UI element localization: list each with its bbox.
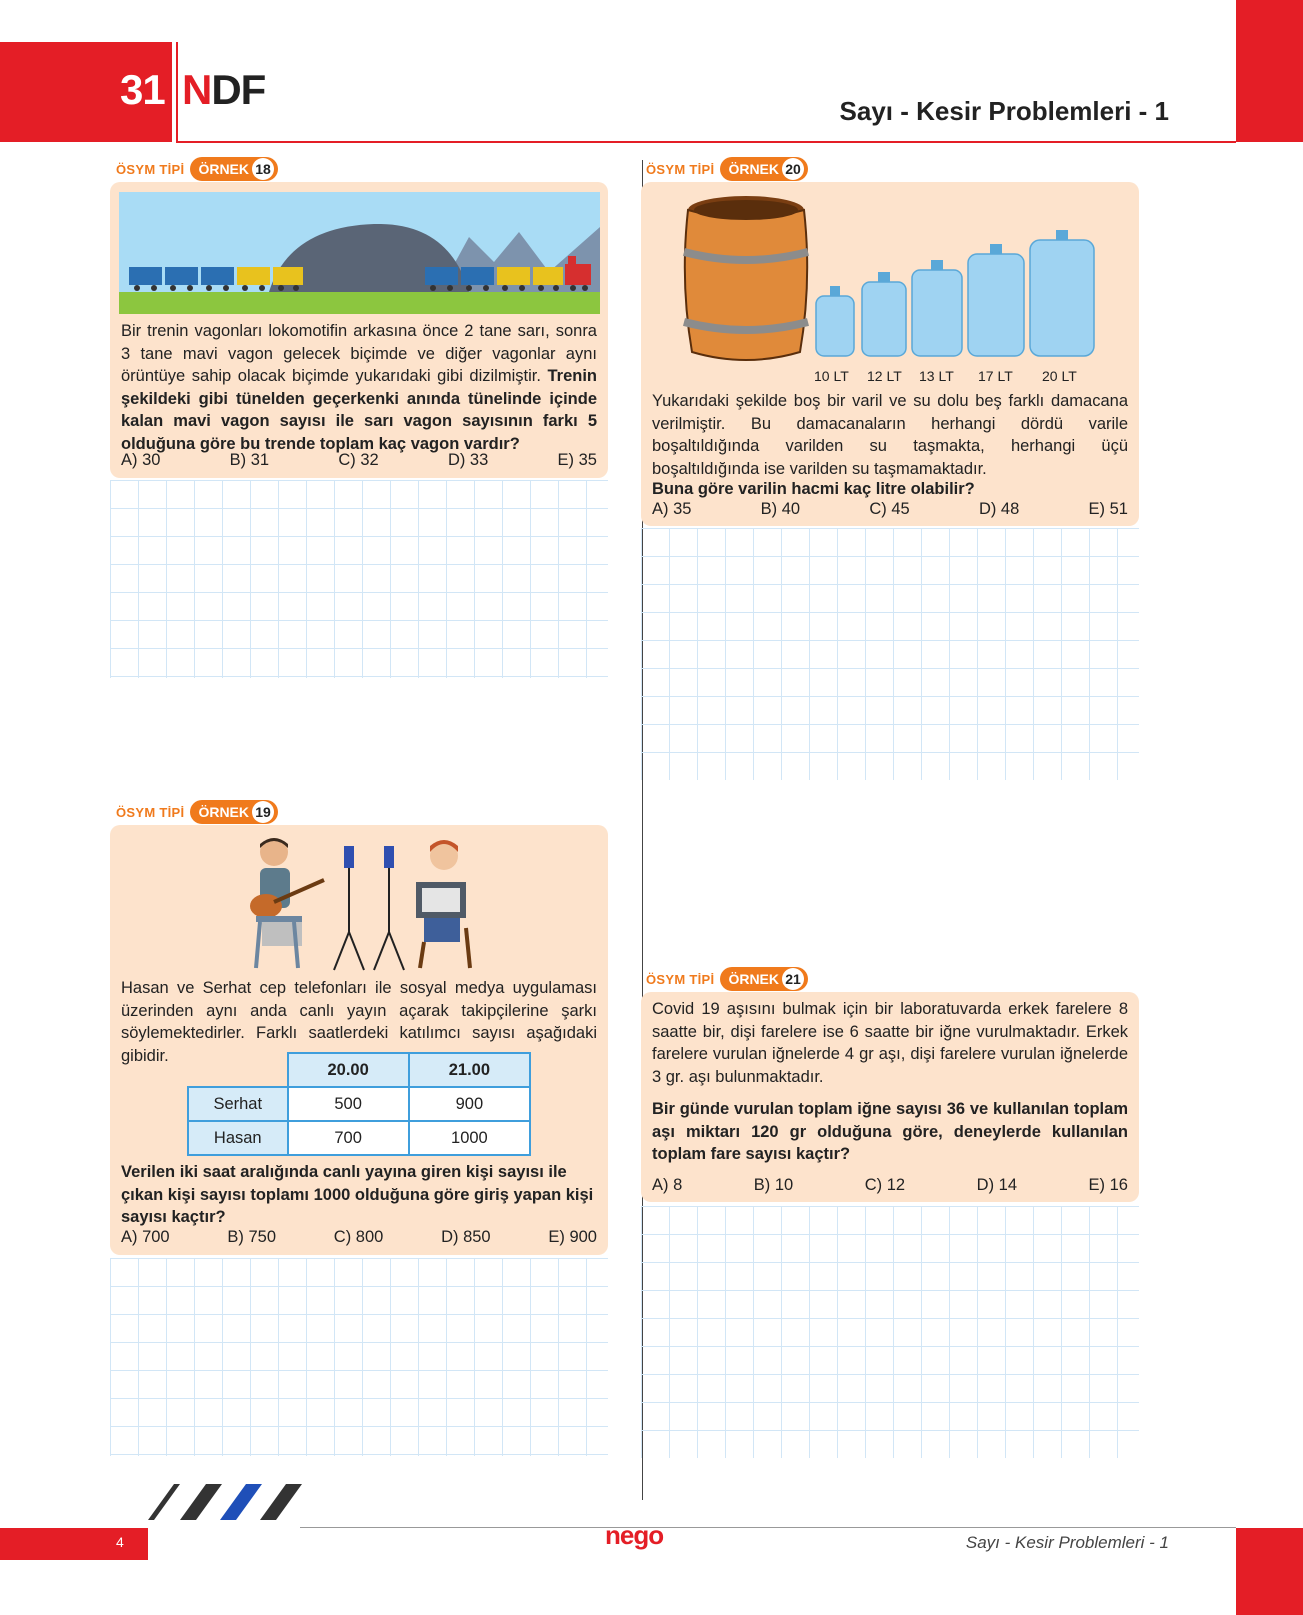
capacity-label: 20 LT: [1042, 368, 1077, 384]
question-19-prompt: Verilen iki saat aralığında canlı yayına giren kişi sayısı ile çıkan kişi sayısı toplamı 1000 olduğuna göre giriş yapan kişi sayısı kaçtır?: [121, 1163, 594, 1226]
ornek-number: 21: [782, 968, 804, 990]
barrel-and-jugs-illustration: [680, 192, 1100, 364]
osym-tag: ÖSYM TİPİ: [116, 161, 185, 177]
option-b[interactable]: B) 10: [753, 1176, 794, 1194]
osym-tag: ÖSYM TİPİ: [646, 161, 715, 177]
option-a[interactable]: A) 30: [121, 451, 161, 469]
table-row: [188, 1121, 530, 1155]
question-20-prompt: Buna göre varilin hacmi kaç litre olabilir?: [652, 480, 975, 498]
question-21-options: [652, 1176, 1128, 1195]
table-header-row: [188, 1053, 530, 1087]
example-20-label: [646, 156, 808, 182]
header-red-edge: [1236, 0, 1303, 142]
work-grid-18: [110, 480, 608, 678]
ornek-badge: [190, 157, 278, 181]
ornek-text: ÖRNEK: [198, 161, 249, 177]
header-vertical-bar: [176, 42, 178, 142]
question-19-options: [121, 1228, 597, 1247]
brand-rest: DF: [211, 66, 266, 113]
option-c[interactable]: C) 12: [864, 1176, 906, 1194]
question-20-stem: Yukarıdaki şekilde boş bir varil ve su dolu beş farklı damacana verilmiştir. Bu damacanaların herhangi dördü varile boşaltıldığında varilden su taşmakta, herhangi üçü boşaltıldığında ise varilden su taşmamaktadır.: [652, 392, 1128, 478]
publisher-logo: [605, 1520, 663, 1551]
brand-logo: [182, 66, 265, 114]
question-18-text: [121, 320, 597, 455]
row-label: Hasan: [188, 1121, 288, 1155]
option-b[interactable]: B) 40: [760, 500, 801, 518]
capacity-label: 10 LT: [814, 368, 849, 384]
participant-table: [187, 1052, 531, 1156]
table-cell: 900: [409, 1087, 530, 1121]
question-19-stem: Hasan ve Serhat cep telefonları ile sosyal medya uygulaması üzerinden aynı anda canlı yayın açarak takipçilerine şarkı söylemektedirler. Farklı saatlerdeki katılımcı sayısı aşağıdaki gibidir.: [121, 979, 597, 1065]
footer-red-block: [0, 1528, 148, 1560]
option-d[interactable]: D) 33: [447, 451, 489, 469]
table-cell: 1000: [409, 1121, 530, 1155]
ornek-badge: [720, 967, 808, 991]
option-d[interactable]: D) 48: [978, 500, 1020, 518]
brand-n: N: [182, 66, 212, 113]
example-18-label: [116, 156, 278, 182]
option-a[interactable]: A) 700: [121, 1228, 170, 1246]
footer-red-edge: [1236, 1528, 1303, 1615]
option-a[interactable]: A) 8: [652, 1176, 683, 1194]
option-d[interactable]: D) 14: [976, 1176, 1018, 1194]
example-21-label: [646, 966, 808, 992]
question-21-prompt: Bir günde vurulan toplam iğne sayısı 36 ve kullanılan toplam aşı miktarı 120 gr olduğuna göre, deneylerde kullanılan toplam fare sayısı kaçtır?: [652, 1100, 1128, 1163]
work-grid-20: [641, 528, 1139, 780]
question-18-prompt: Trenin şekildeki gibi tünelden geçerkenki anında tünelinde içinde kalan mavi vagon sayısı ile sarı vagon sayısının farkı 5 olduğuna göre bu trende toplam kaç vagon vardır?: [121, 367, 597, 453]
ornek-badge: [720, 157, 808, 181]
logo-ne: ne: [605, 1520, 634, 1550]
ornek-text: ÖRNEK: [198, 804, 249, 820]
option-a[interactable]: A) 35: [652, 500, 692, 518]
option-e[interactable]: E) 35: [557, 451, 597, 469]
table-row: [188, 1087, 530, 1121]
ornek-number: 19: [252, 801, 274, 823]
option-b[interactable]: B) 31: [229, 451, 270, 469]
chapter-number: 31: [120, 66, 165, 113]
header-rule: [176, 141, 1236, 143]
table-cell: 700: [288, 1121, 409, 1155]
logo-go: go: [633, 1520, 664, 1550]
ornek-number: 18: [252, 158, 274, 180]
capacity-label: 12 LT: [867, 368, 902, 384]
ornek-text: ÖRNEK: [728, 161, 779, 177]
header-cell: 20.00: [288, 1053, 409, 1087]
page-title: Sayı - Kesir Problemleri - 1: [839, 96, 1169, 126]
option-c[interactable]: C) 45: [869, 500, 910, 518]
header-cell: 21.00: [409, 1053, 530, 1087]
option-e[interactable]: E) 16: [1088, 1176, 1128, 1194]
question-18-stem: Bir trenin vagonları lokomotifin arkasına önce 2 tane sarı, sonra 3 tane mavi vagon gelecek biçimde ve diğer vagonlar aynı örüntüye sahip olacak biçimde yukarıdaki gibi dizilmiştir.: [121, 322, 597, 385]
ornek-number: 20: [782, 158, 804, 180]
table-cell: 500: [288, 1087, 409, 1121]
ornek-badge: [190, 800, 278, 824]
musicians-illustration: [244, 832, 476, 972]
question-20-options: [652, 500, 1128, 519]
example-19-label: [116, 799, 278, 825]
footer-stripes: [140, 1484, 320, 1520]
option-c[interactable]: C) 32: [338, 451, 379, 469]
osym-tag: ÖSYM TİPİ: [116, 804, 185, 820]
question-21-stem: Covid 19 aşısını bulmak için bir laboratuvarda erkek farelere 8 saatte bir, dişi farelere ise 6 saatte bir iğne vurulmaktadır. Erkek farelere vurulan iğnelerde 4 gr aşı, dişi farelere vurulan iğnelerde 3 gr. aşı bulunmaktadır.: [652, 1000, 1128, 1086]
work-grid-19: [110, 1258, 608, 1456]
option-c[interactable]: C) 800: [333, 1228, 384, 1246]
footer-rule: [300, 1527, 1236, 1528]
train-tunnel-illustration: [119, 192, 600, 314]
ornek-text: ÖRNEK: [728, 971, 779, 987]
option-b[interactable]: B) 750: [227, 1228, 277, 1246]
footer-title: Sayı - Kesir Problemleri - 1: [965, 1533, 1169, 1552]
work-grid-21: [641, 1206, 1139, 1458]
page-number: 4: [116, 1534, 124, 1550]
capacity-label: 17 LT: [978, 368, 1013, 384]
option-e[interactable]: E) 51: [1088, 500, 1128, 518]
capacity-label: 13 LT: [919, 368, 954, 384]
osym-tag: ÖSYM TİPİ: [646, 971, 715, 987]
option-d[interactable]: D) 850: [441, 1228, 491, 1246]
row-label: Serhat: [188, 1087, 288, 1121]
question-18-options: [121, 451, 597, 470]
option-e[interactable]: E) 900: [548, 1228, 597, 1246]
